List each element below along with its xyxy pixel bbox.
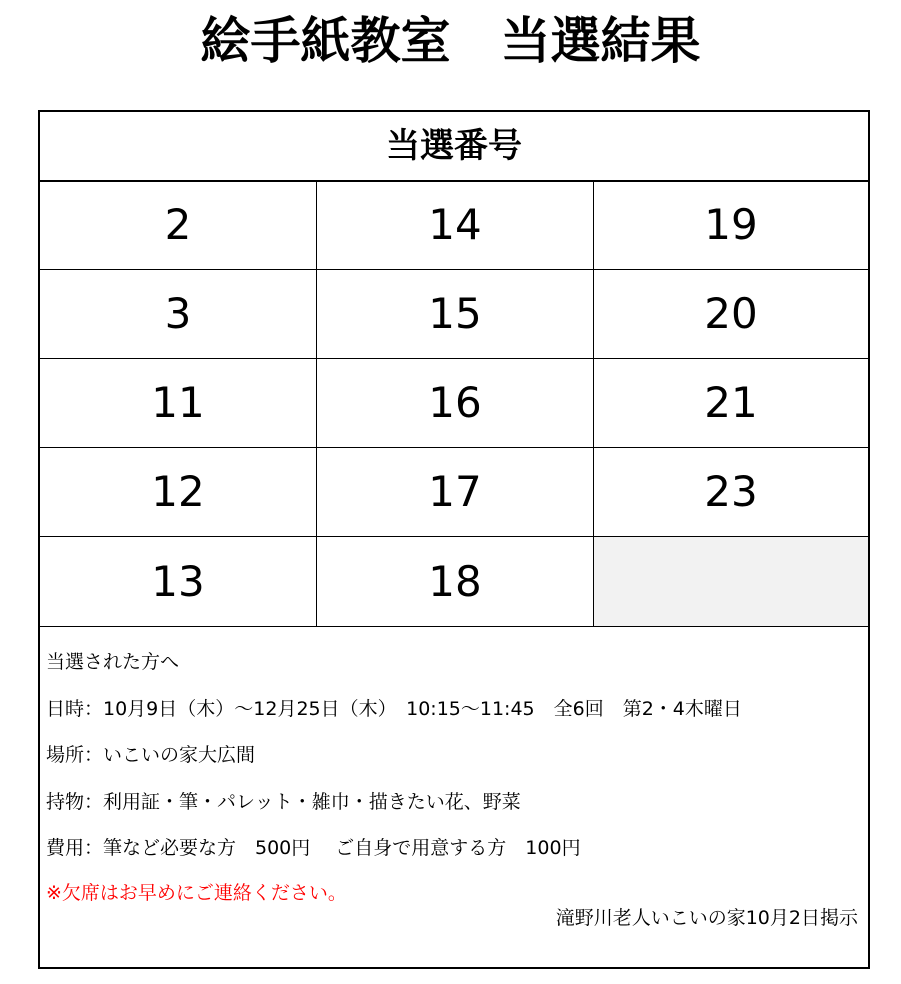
number-cell: 15 (428, 289, 482, 338)
number-cell: 2 (164, 200, 192, 249)
number-cell: 14 (428, 200, 482, 249)
info-intro: 当選された方へ (46, 651, 180, 673)
number-cell: 12 (151, 467, 205, 516)
info-place: 場所：いこいの家大広間 (46, 744, 256, 766)
absence-note: ※欠席はお早めにご連絡ください。 (46, 882, 347, 904)
winning-numbers-header: 当選番号 (40, 112, 868, 182)
grid-divider (316, 181, 317, 626)
number-cell: 16 (428, 378, 482, 427)
number-cell: 17 (428, 467, 482, 516)
info-items: 持物：利用証・筆・パレット・雑巾・描きたい花、野菜 (46, 791, 521, 813)
grid-divider (593, 181, 594, 626)
number-cell: 11 (151, 378, 205, 427)
grid-divider (40, 269, 868, 270)
winning-numbers-grid (40, 181, 868, 626)
number-cell: 18 (428, 557, 482, 606)
number-cell: 20 (704, 289, 758, 338)
grid-divider (40, 536, 868, 537)
number-cell: 3 (164, 289, 192, 338)
number-cell: 23 (704, 467, 758, 516)
grid-divider (40, 447, 868, 448)
posting-notice: 滝野川老人いこいの家10月2日掲示 (555, 907, 858, 929)
number-cell: 21 (704, 378, 758, 427)
page-title: 絵手紙教室 当選結果 (200, 12, 701, 70)
grid-divider (40, 358, 868, 359)
number-cell: 19 (704, 200, 758, 249)
grid-divider (40, 626, 868, 627)
number-cell: 13 (151, 557, 205, 606)
info-date: 日時：10月9日（木）～12月25日（木） 10:15～11:45 全6回 第2・4木曜日 (46, 698, 742, 720)
info-cost: 費用：筆など必要な方 500円 ご自身で用意する方 100円 (46, 837, 581, 859)
results-table-frame (38, 110, 870, 969)
empty-number-cell (594, 537, 868, 626)
